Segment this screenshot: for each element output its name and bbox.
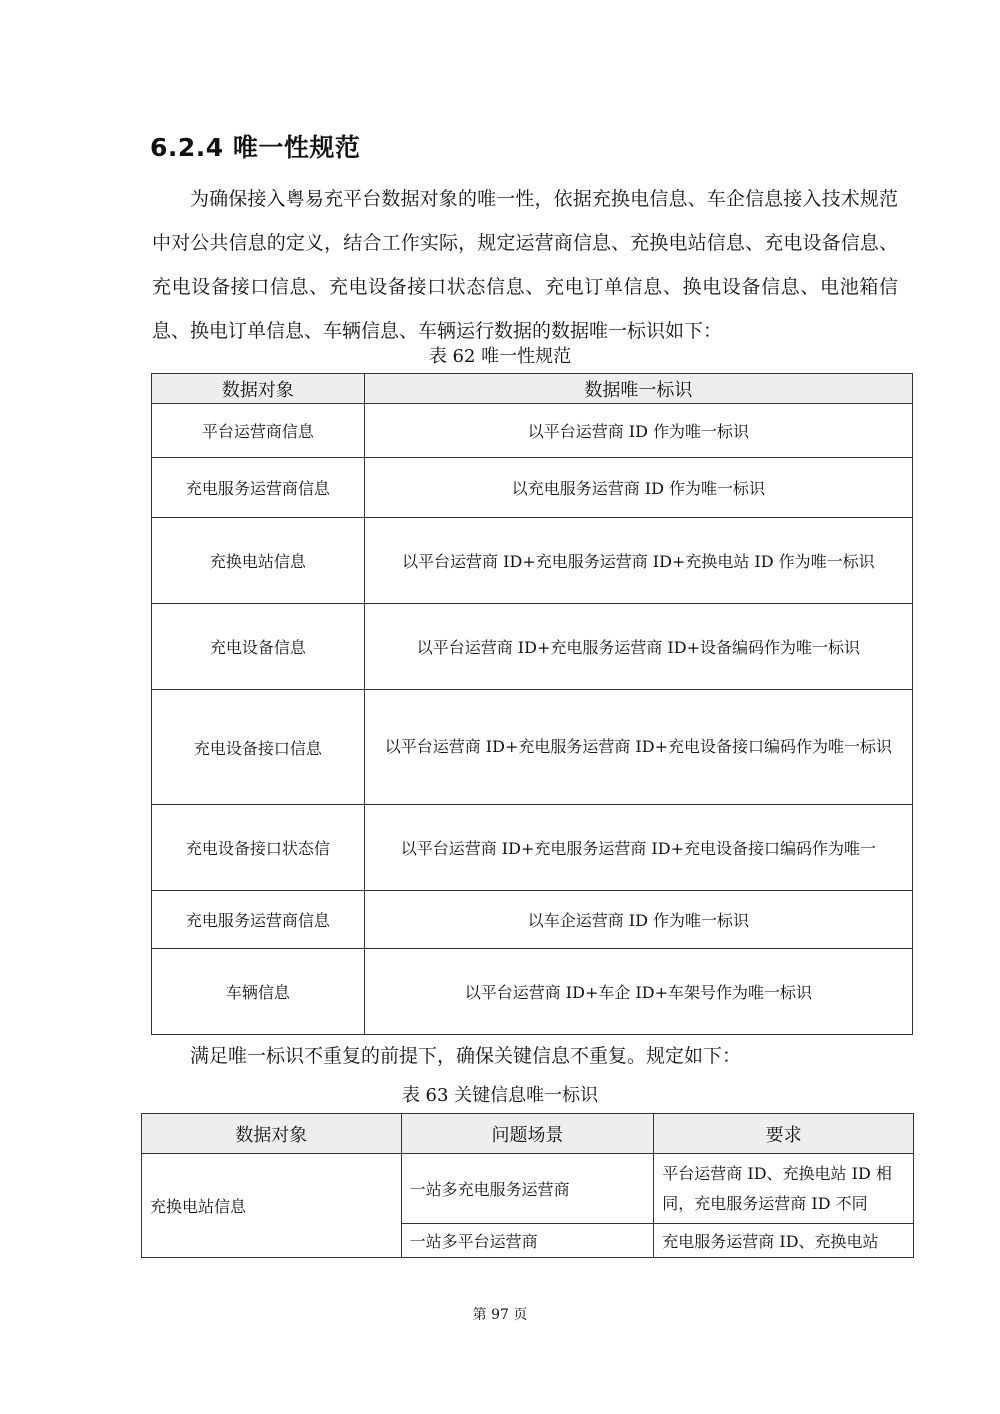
cell-identifier: 以平台运营商 ID+充电服务运营商 ID+充电设备接口编码作为唯一标识	[364, 690, 912, 805]
cell-scenario: 一站多充电服务运营商	[401, 1154, 654, 1224]
cell-object: 充电设备信息	[152, 604, 365, 690]
table-row	[152, 805, 913, 891]
table-row	[152, 891, 913, 949]
cell-object: 充电设备接口状态信	[152, 805, 365, 891]
cell-identifier: 以平台运营商 ID+充电服务运营商 ID+充换电站 ID 作为唯一标识	[364, 518, 912, 604]
table-row	[152, 404, 913, 458]
table-row	[152, 518, 913, 604]
cell-identifier: 以平台运营商 ID+充电服务运营商 ID+设备编码作为唯一标识	[364, 604, 912, 690]
cell-object: 充电设备接口信息	[152, 690, 365, 805]
section-heading: 6.2.4 唯一性规范	[150, 133, 361, 162]
column-header-identifier: 数据唯一标识	[364, 374, 912, 404]
table-row	[152, 604, 913, 690]
cell-object: 充换电站信息	[152, 518, 365, 604]
uniqueness-table	[151, 373, 913, 1035]
cell-object: 车辆信息	[152, 949, 365, 1035]
cell-identifier: 以平台运营商 ID 作为唯一标识	[364, 404, 912, 458]
table-row	[152, 458, 913, 518]
table-header-row	[142, 1114, 914, 1154]
cell-object: 充换电站信息	[142, 1154, 402, 1258]
page-number: 第 97 页	[472, 1307, 528, 1323]
intro-paragraph: 为确保接入粤易充平台数据对象的唯一性，依据充换电信息、车企信息接入技术规范中对公共信息的定义，结合工作实际，规定运营商信息、充换电站信息、充电设备信息、充电设备接口信息、充电设备接口状态信息、充电订单信息、换电设备信息、电池箱信息、换电订单信息、车辆信息、车辆运行数据的数据唯一标识如下：	[152, 188, 898, 342]
column-header-object: 数据对象	[152, 374, 365, 404]
cell-identifier: 以平台运营商 ID+充电服务运营商 ID+充电设备接口编码作为唯一	[364, 805, 912, 891]
cell-object: 平台运营商信息	[152, 404, 365, 458]
cell-identifier: 以车企运营商 ID 作为唯一标识	[364, 891, 912, 949]
cell-requirement: 平台运营商 ID、充换电站 ID 相同，充电服务运营商 ID 不同	[654, 1154, 914, 1224]
column-header-requirement: 要求	[654, 1114, 914, 1154]
cell-requirement: 充电服务运营商 ID、充换电站	[654, 1224, 914, 1258]
cell-object: 充电服务运营商信息	[152, 458, 365, 518]
table-row	[152, 690, 913, 805]
table-63-caption: 表 63 关键信息唯一标识	[401, 1085, 599, 1106]
cell-identifier: 以平台运营商 ID+车企 ID+车架号作为唯一标识	[364, 949, 912, 1035]
note-text: 满足唯一标识不重复的前提下，确保关键信息不重复。规定如下：	[190, 1045, 742, 1067]
cell-scenario: 一站多平台运营商	[401, 1224, 654, 1258]
table-row	[152, 949, 913, 1035]
cell-object: 充电服务运营商信息	[152, 891, 365, 949]
table-62-caption: 表 62 唯一性规范	[428, 346, 572, 367]
key-info-table	[141, 1113, 914, 1258]
table-header-row	[152, 374, 913, 404]
table-row	[142, 1154, 914, 1224]
column-header-object: 数据对象	[142, 1114, 402, 1154]
column-header-scenario: 问题场景	[401, 1114, 654, 1154]
cell-identifier: 以充电服务运营商 ID 作为唯一标识	[364, 458, 912, 518]
